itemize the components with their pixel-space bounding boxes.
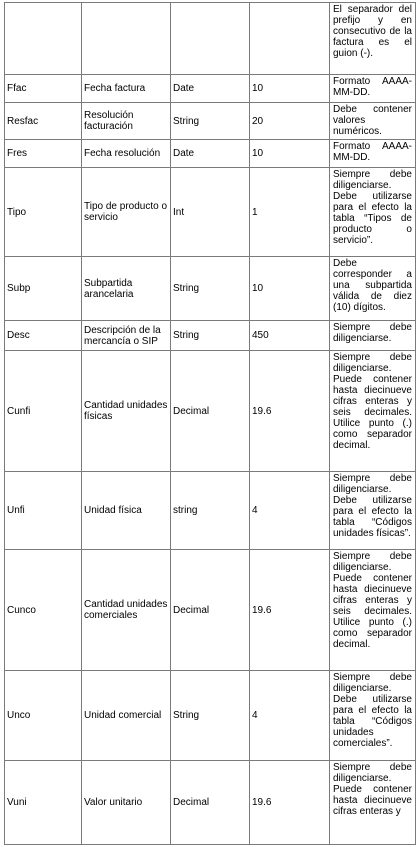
cell-field-name: Resolución facturación [82, 103, 171, 140]
cell-data-type: Decimal [171, 550, 250, 671]
observation-text-detail: Puede contener hasta diecinueve cifras enteras y seis decimales. Utilice punto (.) como separador decimal. [333, 573, 412, 650]
cell-field-code: Ffac [5, 75, 82, 103]
cell-field-code: Unfi [5, 472, 82, 550]
cell-data-type: Int [171, 168, 250, 257]
cell-field-name: Unidad física [82, 472, 171, 550]
cell-length: 450 [250, 321, 330, 351]
cell-observations [330, 472, 416, 550]
cell-length [250, 3, 330, 75]
cell-field-code [5, 3, 82, 75]
cell-field-name: Valor unitario [82, 761, 171, 845]
table-row [5, 257, 416, 321]
cell-data-type: Date [171, 140, 250, 168]
cell-field-code: Desc [5, 321, 82, 351]
table-row [5, 103, 416, 140]
cell-data-type: String [171, 103, 250, 140]
cell-observations [330, 168, 416, 257]
table-row [5, 671, 416, 761]
cell-field-name: Fecha resolución [82, 140, 171, 168]
table-row [5, 472, 416, 550]
cell-data-type: Date [171, 75, 250, 103]
cell-field-name: Descripción de la mercancía o SIP [82, 321, 171, 351]
cell-observations [330, 550, 416, 671]
cell-field-name: Subpartida arancelaria [82, 257, 171, 321]
cell-observations [330, 671, 416, 761]
cell-field-code: Fres [5, 140, 82, 168]
table-row [5, 351, 416, 472]
cell-observations [330, 75, 416, 103]
observation-text-detail: Puede contener hasta diecinueve cifras enteras y seis decimales. Utilice punto (.) como separador decimal. [333, 374, 412, 451]
observation-text-detail: Debe utilizarse para el efecto la tabla “Tipos de producto o servicio”. [333, 191, 412, 246]
observation-text-detail: Debe utilizarse para el efecto la tabla “Códigos unidades comerciales”. [333, 694, 412, 749]
cell-length: 19.6 [250, 550, 330, 671]
cell-observations [330, 103, 416, 140]
observation-text: Siempre debe diligenciarse. [333, 762, 412, 784]
cell-length: 19.6 [250, 351, 330, 472]
table-row [5, 761, 416, 845]
cell-field-name: Fecha factura [82, 75, 171, 103]
observation-text: Debe contener valores numéricos. [333, 104, 412, 137]
observation-text: El separador del prefijo y en consecutivo de la factura es el guion (-). [333, 4, 412, 59]
observation-text: Siempre debe diligenciarse. [333, 551, 412, 573]
cell-field-name: Cantidad unidades comerciales [82, 550, 171, 671]
cell-observations [330, 321, 416, 351]
table-row [5, 321, 416, 351]
observation-text: Siempre debe diligenciarse. [333, 169, 412, 191]
cell-length: 19.6 [250, 761, 330, 845]
cell-field-name: Tipo de producto o servicio [82, 168, 171, 257]
observation-text: Formato AAAA-MM-DD. [333, 141, 412, 163]
table-row [5, 140, 416, 168]
observation-text: Siempre debe diligenciarse. [333, 473, 412, 495]
cell-field-code: Unco [5, 671, 82, 761]
cell-field-name: Cantidad unidades físicas [82, 351, 171, 472]
cell-length: 1 [250, 168, 330, 257]
observation-text: Debe corresponder a una subpartida válida de diez (10) dígitos. [333, 258, 412, 313]
cell-length: 4 [250, 472, 330, 550]
cell-field-code: Cunco [5, 550, 82, 671]
cell-field-code: Subp [5, 257, 82, 321]
observation-text: Siempre debe diligenciarse. [333, 352, 412, 374]
observation-text-detail: Puede contener hasta diecinueve cifras enteras y [333, 784, 412, 817]
cell-data-type: string [171, 472, 250, 550]
cell-length: 10 [250, 75, 330, 103]
cell-observations [330, 140, 416, 168]
cell-data-type: Decimal [171, 351, 250, 472]
cell-observations [330, 3, 416, 75]
cell-observations [330, 351, 416, 472]
table-row [5, 3, 416, 75]
cell-length: 20 [250, 103, 330, 140]
observation-text: Formato AAAA-MM-DD. [333, 76, 412, 98]
cell-data-type: String [171, 671, 250, 761]
cell-field-code: Resfac [5, 103, 82, 140]
cell-observations [330, 257, 416, 321]
cell-length: 4 [250, 671, 330, 761]
cell-length: 10 [250, 257, 330, 321]
cell-data-type: Decimal [171, 761, 250, 845]
cell-field-code: Cunfi [5, 351, 82, 472]
cell-field-code: Tipo [5, 168, 82, 257]
table-row [5, 168, 416, 257]
cell-length: 10 [250, 140, 330, 168]
cell-observations [330, 761, 416, 845]
observation-text-detail: Debe utilizarse para el efecto la tabla “Códigos unidades físicas”. [333, 495, 412, 539]
cell-data-type: String [171, 257, 250, 321]
table-row [5, 75, 416, 103]
table-row [5, 550, 416, 671]
observation-text: Siempre debe diligenciarse. [333, 672, 412, 694]
cell-field-name [82, 3, 171, 75]
cell-data-type [171, 3, 250, 75]
field-spec-table [4, 2, 416, 845]
cell-data-type: String [171, 321, 250, 351]
cell-field-code: Vuni [5, 761, 82, 845]
cell-field-name: Unidad comercial [82, 671, 171, 761]
observation-text: Siempre debe diligenciarse. [333, 322, 412, 344]
